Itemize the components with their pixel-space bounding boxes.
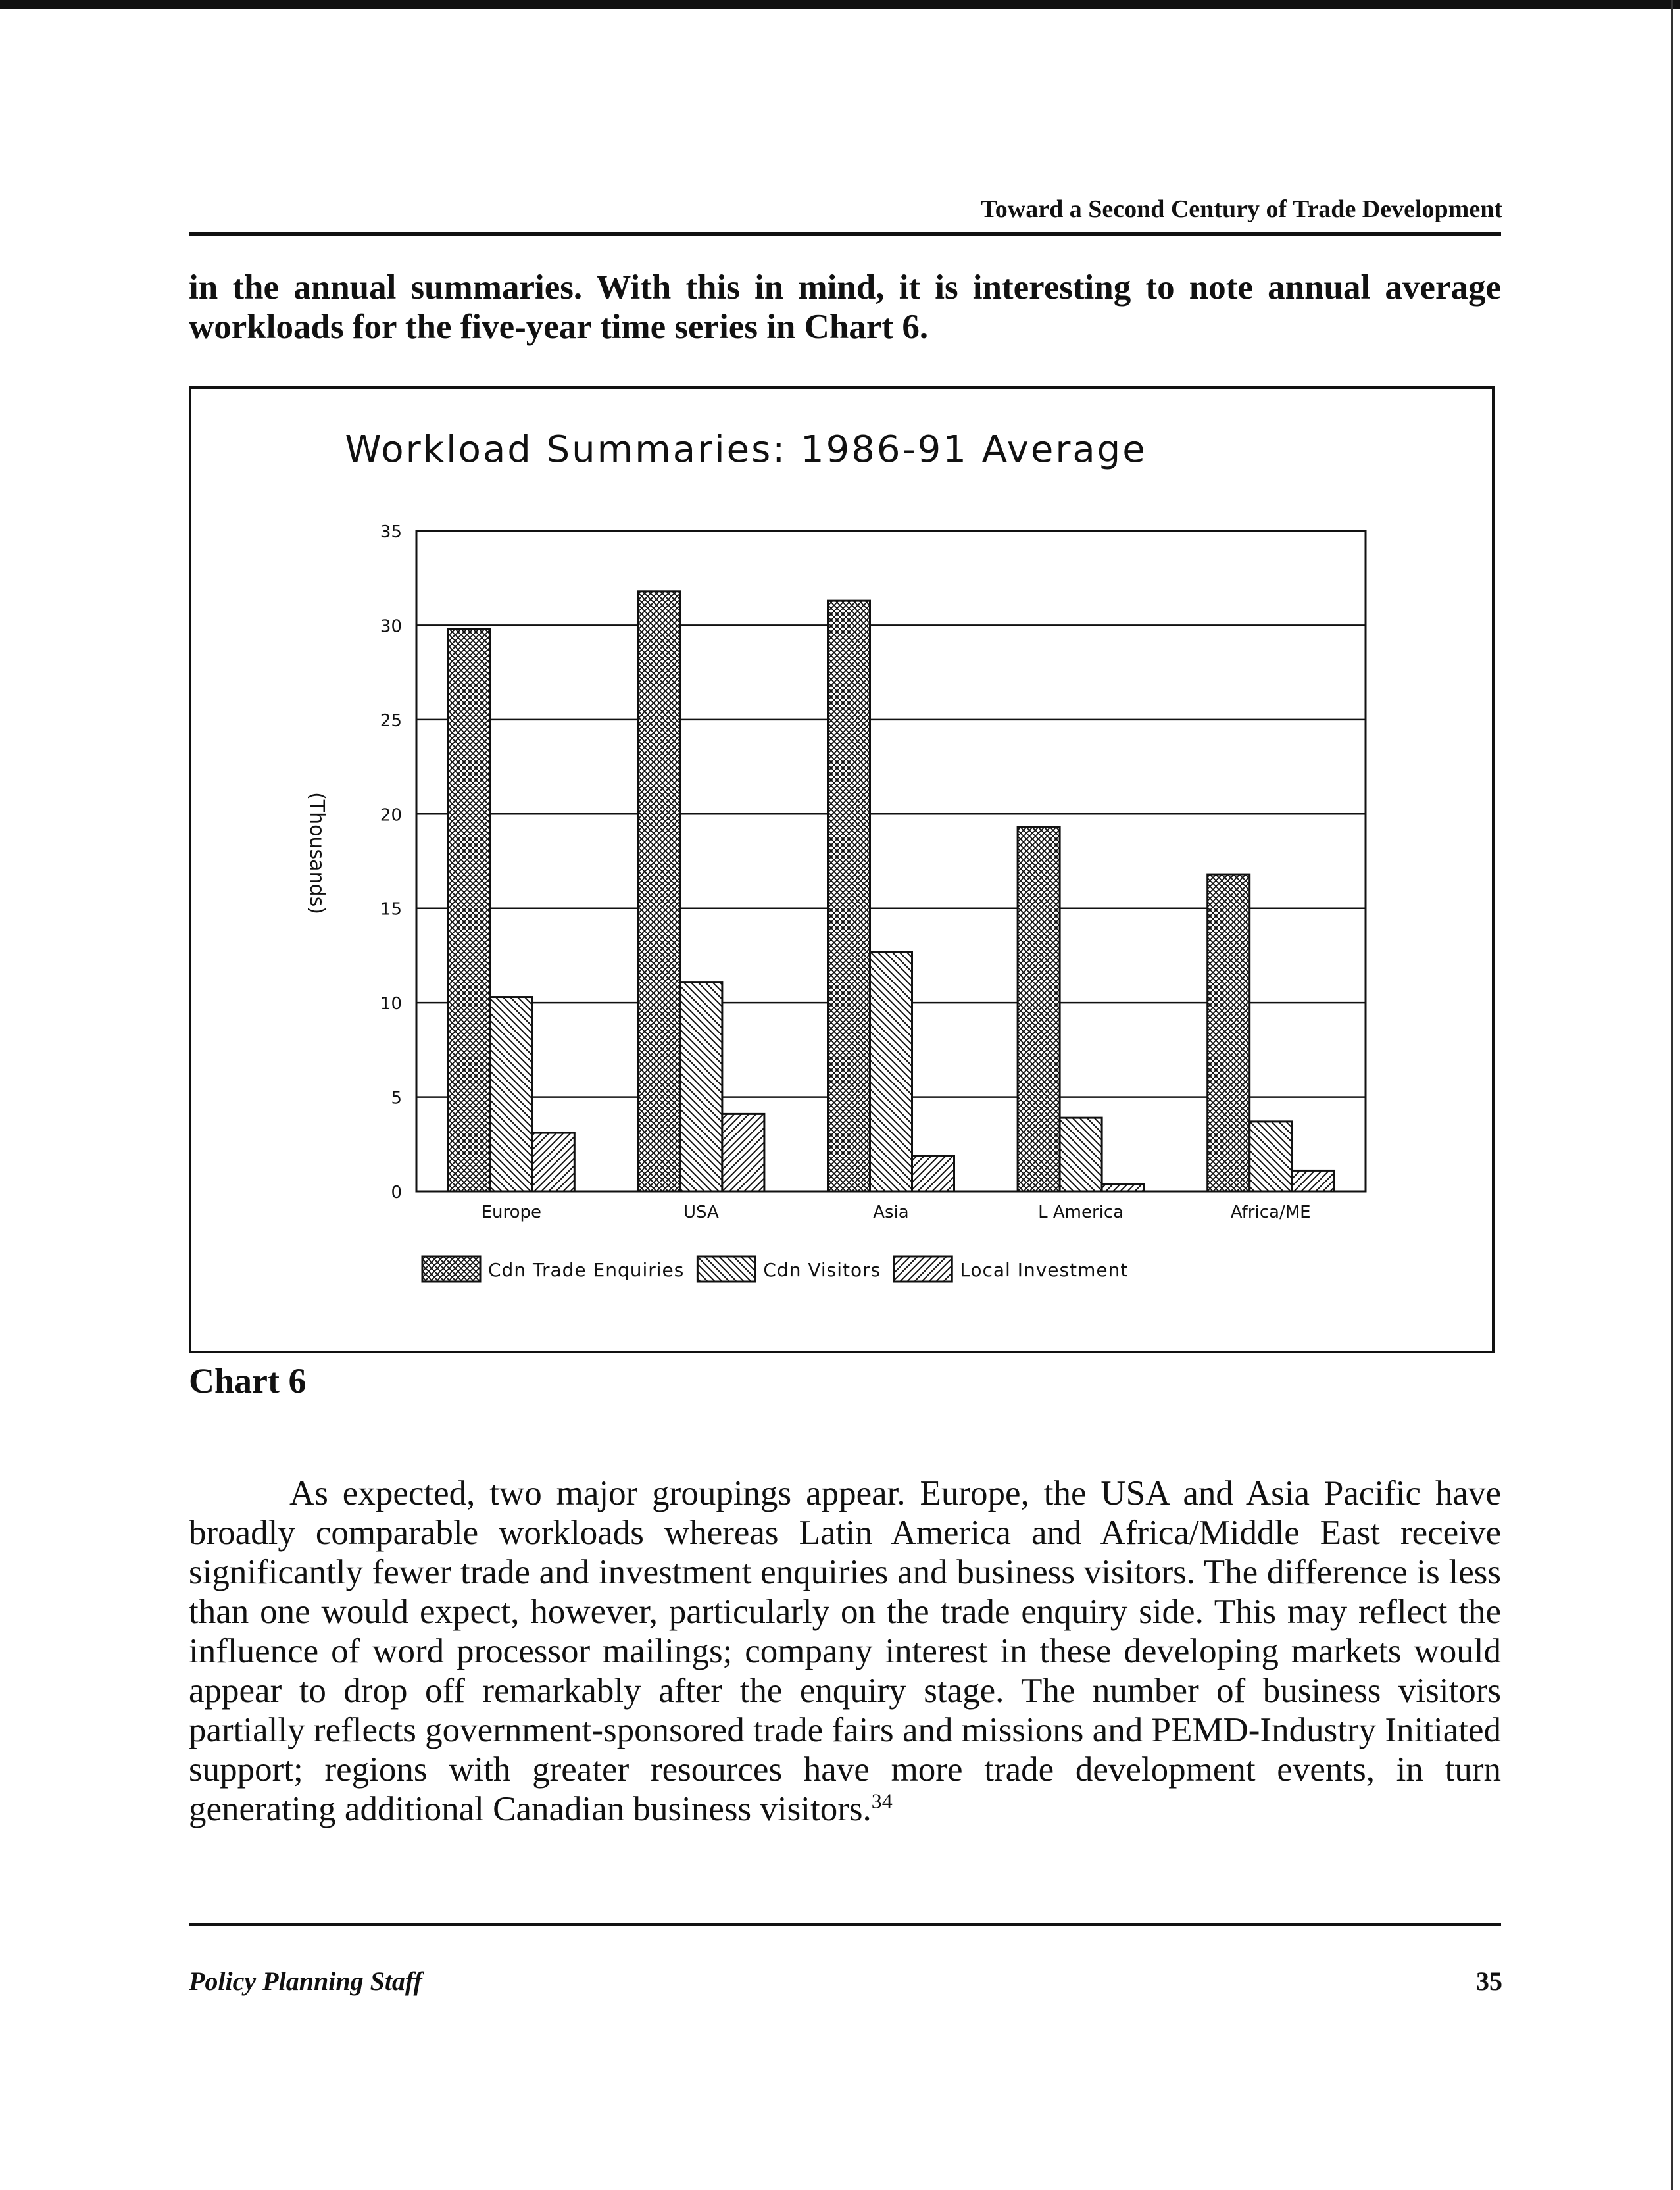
footnote-reference: 34 [871,1789,893,1813]
bar-l-america-cdn-trade-enquiries [1018,827,1060,1191]
bar-asia-cdn-trade-enquiries [828,601,870,1191]
bar-africa-me-local-investment [1292,1170,1334,1191]
legend-label-cdn-visitors: Cdn Visitors [763,1259,881,1281]
legend-label-local-investment: Local Investment [960,1259,1129,1281]
y-tick-labels [380,522,402,1203]
y-axis-label: (Thousands) [305,792,328,914]
bar-africa-me-cdn-visitors [1250,1122,1292,1191]
workload-chart [189,386,1495,1353]
bar-europe-cdn-visitors [490,997,532,1191]
bar-europe-cdn-trade-enquiries [448,629,490,1191]
chart-legend [422,1257,1128,1282]
y-tick-label-0: 0 [391,1183,402,1203]
running-head: Toward a Second Century of Trade Development [980,195,1502,223]
bar-usa-cdn-visitors [680,982,722,1191]
y-tick-label-30: 30 [380,616,402,637]
bars [448,591,1333,1191]
y-tick-label-10: 10 [380,994,402,1014]
y-tick-label-25: 25 [380,710,402,731]
footer-publisher: Policy Planning Staff [189,1966,422,1996]
category-label-africa-me: Africa/ME [1230,1203,1311,1222]
bar-asia-local-investment [912,1155,954,1191]
bar-europe-local-investment [532,1133,574,1191]
bar-l-america-local-investment [1102,1184,1144,1191]
category-label-europe: Europe [481,1203,542,1222]
bar-l-america-cdn-visitors [1060,1118,1102,1191]
bar-africa-me-cdn-trade-enquiries [1208,874,1250,1191]
legend-swatch-cdn-visitors [697,1257,755,1282]
category-label-l-america: L America [1038,1203,1124,1222]
intro-paragraph: in the annual summaries. With this in mind, it is interesting to note annual average workloads for the five-year time series in Chart 6. [189,268,1501,346]
y-tick-label-20: 20 [380,805,402,826]
body-paragraph-text: As expected, two major groupings appear. Europe, the USA and Asia Pacific have broadly comparable workloads whereas Latin America and Africa/Middle East receive significantly fewer trade and investment enquiries and business visitors. The difference is less than one would expect, however, particularly on the trade enquiry side. This may reflect the influence of word processor mailings; company interest in these developing markets would appear to drop off remarkably after the enquiry stage. The number of business visitors partially reflects government-sponsored trade fairs and missions and PEMD-Industry Initiated support; regions with greater resources have more trade development events, in turn generating additional Canadian business visitors. [189,1474,1501,1828]
chart-caption: Chart 6 [189,1361,307,1401]
category-label-usa: USA [683,1203,719,1222]
header-rule [189,232,1501,236]
bar-asia-cdn-visitors [870,952,912,1191]
category-labels [482,1203,1311,1222]
y-tick-label-15: 15 [380,899,402,920]
body-paragraph [189,1474,1501,1829]
page-number: 35 [1476,1966,1502,1996]
y-tick-label-5: 5 [391,1088,402,1108]
y-tick-label-35: 35 [380,522,402,542]
bar-usa-local-investment [722,1114,764,1191]
bar-usa-cdn-trade-enquiries [638,591,680,1191]
legend-swatch-local-investment [894,1257,952,1282]
chart-title: Workload Summaries: 1986-91 Average [345,428,1147,471]
page-right-border [1671,0,1673,2190]
legend-label-cdn-trade-enquiries: Cdn Trade Enquiries [488,1259,685,1281]
category-label-asia: Asia [873,1203,909,1222]
page-top-border [0,0,1680,9]
footer-rule [189,1923,1501,1926]
legend-swatch-cdn-trade-enquiries [422,1257,480,1282]
